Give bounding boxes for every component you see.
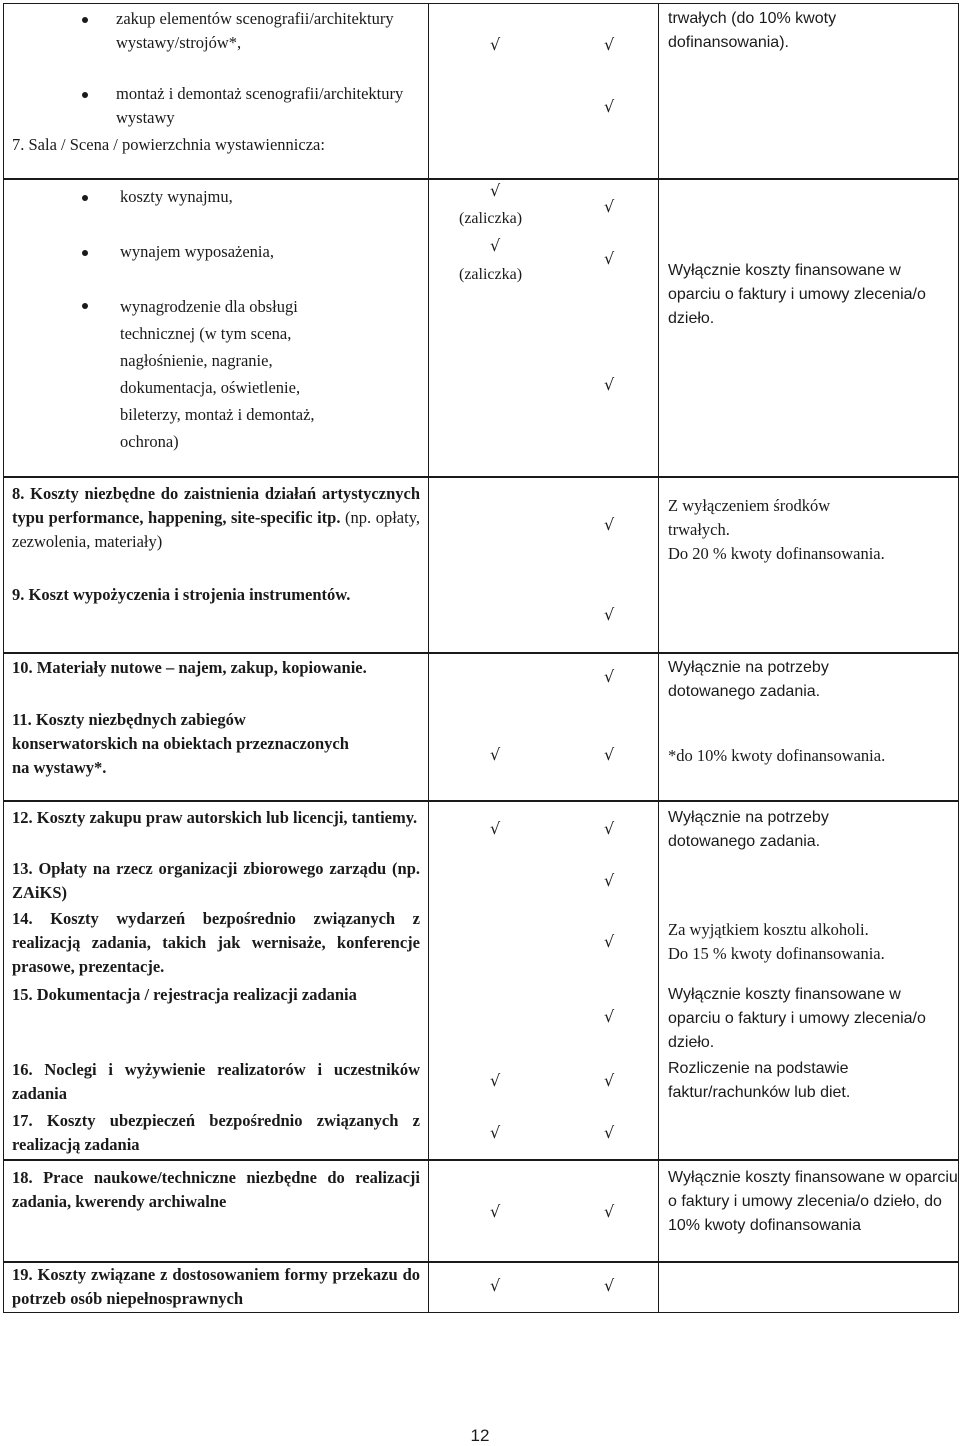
note-text: [668, 494, 958, 566]
check-mark-icon: √: [490, 181, 501, 200]
advance-payment-label: (zaliczka): [459, 266, 523, 283]
cost-item-19: 19. Koszty związane z dostosowaniem formy przekazu do potrzeb osób niepełnosprawnych: [12, 1265, 420, 1308]
check-mark-icon: √: [604, 932, 615, 951]
note-text: *do 10% kwoty dofinansowania.: [668, 746, 886, 765]
check-mark-icon: √: [490, 1202, 501, 1221]
note-text: Wyłącznie koszty finansowane w oparciu o faktury i umowy zlecenia/o dzieło.: [668, 262, 926, 327]
check-mark-icon: √: [604, 745, 615, 764]
section-heading: 7. Sala / Scena / powierzchnia wystawiennicza:: [12, 135, 325, 154]
table-row: [3, 476, 959, 654]
check-mark-icon: √: [604, 1202, 615, 1221]
note-line: Do 20 % kwoty dofinansowania.: [668, 544, 885, 563]
note-text: Wyłącznie koszty finansowane w oparciu o faktury i umowy zlecenia/o dzieło, do 10% kwoty dofinansowania: [668, 1169, 958, 1234]
column-divider: [428, 801, 429, 1160]
table-row: [3, 1159, 959, 1263]
check-mark-icon: √: [604, 1123, 615, 1142]
cost-item-14: 14. Koszty wydarzeń bezpośrednio związanych z realizacją zadania, takich jak wernisaże, konferencje prasowe, prezentacje.: [12, 909, 420, 976]
cost-item-15: 15. Dokumentacja / rejestracja realizacji zadania: [12, 985, 357, 1004]
advance-payment-label: (zaliczka): [459, 210, 523, 227]
check-mark-icon: √: [604, 515, 615, 534]
note-text: trwałych (do 10% kwoty dofinansowania).: [668, 10, 837, 51]
check-mark-icon: √: [490, 1123, 501, 1142]
check-mark-icon: √: [604, 197, 615, 216]
note-line: Do 15 % kwoty dofinansowania.: [668, 944, 885, 963]
table-row: [3, 3, 959, 180]
check-mark-icon: √: [490, 35, 501, 54]
column-divider: [428, 1160, 429, 1262]
check-mark-icon: √: [604, 375, 615, 394]
list-item: montaż i demontaż scenografii/architektury wystawy: [116, 84, 404, 127]
note-text: Wyłącznie koszty finansowane w oparciu o faktury i umowy zlecenia/o dzieło.: [668, 986, 926, 1051]
check-mark-icon: √: [604, 667, 615, 686]
column-divider: [428, 653, 429, 801]
column-divider: [428, 179, 429, 477]
column-divider: [658, 653, 659, 801]
table-row: [3, 800, 959, 1161]
cost-item-13: 13. Opłaty na rzecz organizacji zbiorowego zarządu (np. ZAiKS): [12, 859, 420, 902]
page-number: 12: [470, 1426, 490, 1445]
column-divider: [658, 801, 659, 1160]
column-divider: [658, 1262, 659, 1312]
check-mark-icon: √: [604, 605, 615, 624]
cost-item-8: [12, 482, 420, 554]
column-divider: [428, 4, 429, 179]
check-mark-icon: √: [604, 35, 615, 54]
check-mark-icon: √: [490, 745, 501, 764]
list-item: wynagrodzenie dla obsługi technicznej (w tym scena, nagłośnienie, nagranie, dokumentacja, oświetlenie, bileterzy, montaż i demontaż, ochrona): [120, 297, 315, 451]
column-divider: [428, 477, 429, 653]
check-mark-icon: √: [604, 1007, 615, 1026]
cost-item-18: 18. Prace naukowe/techniczne niezbędne do realizacji zadania, kwerendy archiwalne: [12, 1168, 420, 1211]
cost-item-8-detail: (np. opłaty, zezwolenia, materiały): [12, 508, 420, 551]
cost-item-8-title: 8. Koszty niezbędne do zaistnienia działań artystycznych typu performance, happening, site-specific itp.: [12, 484, 420, 527]
table-row: [3, 652, 959, 802]
check-mark-icon: √: [490, 1071, 501, 1090]
list-item: wynajem wyposażenia,: [120, 242, 274, 261]
check-mark-icon: √: [604, 871, 615, 890]
column-divider: [658, 1160, 659, 1262]
check-mark-icon: √: [604, 249, 615, 268]
check-mark-icon: √: [604, 1071, 615, 1090]
column-divider: [428, 1262, 429, 1312]
column-divider: [658, 4, 659, 179]
check-mark-icon: √: [604, 819, 615, 838]
note-text: [668, 918, 958, 966]
table-row: [3, 178, 959, 478]
note-line: Za wyjątkiem kosztu alkoholi.: [668, 920, 869, 939]
note-text: Rozliczenie na podstawie faktur/rachunków lub diet.: [668, 1060, 851, 1101]
cost-item-16: 16. Noclegi i wyżywienie realizatorów i uczestników zadania: [12, 1060, 420, 1103]
cost-item-17: 17. Koszty ubezpieczeń bezpośrednio związanych z realizacją zadania: [12, 1111, 420, 1154]
table-row: [3, 1261, 959, 1313]
column-divider: [658, 477, 659, 653]
cost-item-10: 10. Materiały nutowe – najem, zakup, kopiowanie.: [12, 658, 367, 677]
note-text: Wyłącznie na potrzeby dotowanego zadania.: [668, 809, 829, 850]
cost-item-9: 9. Koszt wypożyczenia i strojenia instrumentów.: [12, 585, 351, 604]
check-mark-icon: √: [604, 1276, 615, 1295]
list-item: zakup elementów scenografii/architektury wystawy/strojów*,: [116, 9, 394, 52]
check-mark-icon: √: [604, 97, 615, 116]
check-mark-icon: √: [490, 1276, 501, 1295]
note-line: Z wyłączeniem środków trwałych.: [668, 496, 831, 539]
cost-item-12: 12. Koszty zakupu praw autorskich lub licencji, tantiemy.: [12, 808, 418, 827]
note-text: Wyłącznie na potrzeby dotowanego zadania.: [668, 659, 829, 700]
list-item: koszty wynajmu,: [120, 187, 233, 206]
cost-item-11: 11. Koszty niezbędnych zabiegów konserwatorskich na obiektach przeznaczonych na wystawy*.: [12, 710, 349, 777]
check-mark-icon: √: [490, 819, 501, 838]
check-mark-icon: √: [490, 236, 501, 255]
column-divider: [658, 179, 659, 477]
